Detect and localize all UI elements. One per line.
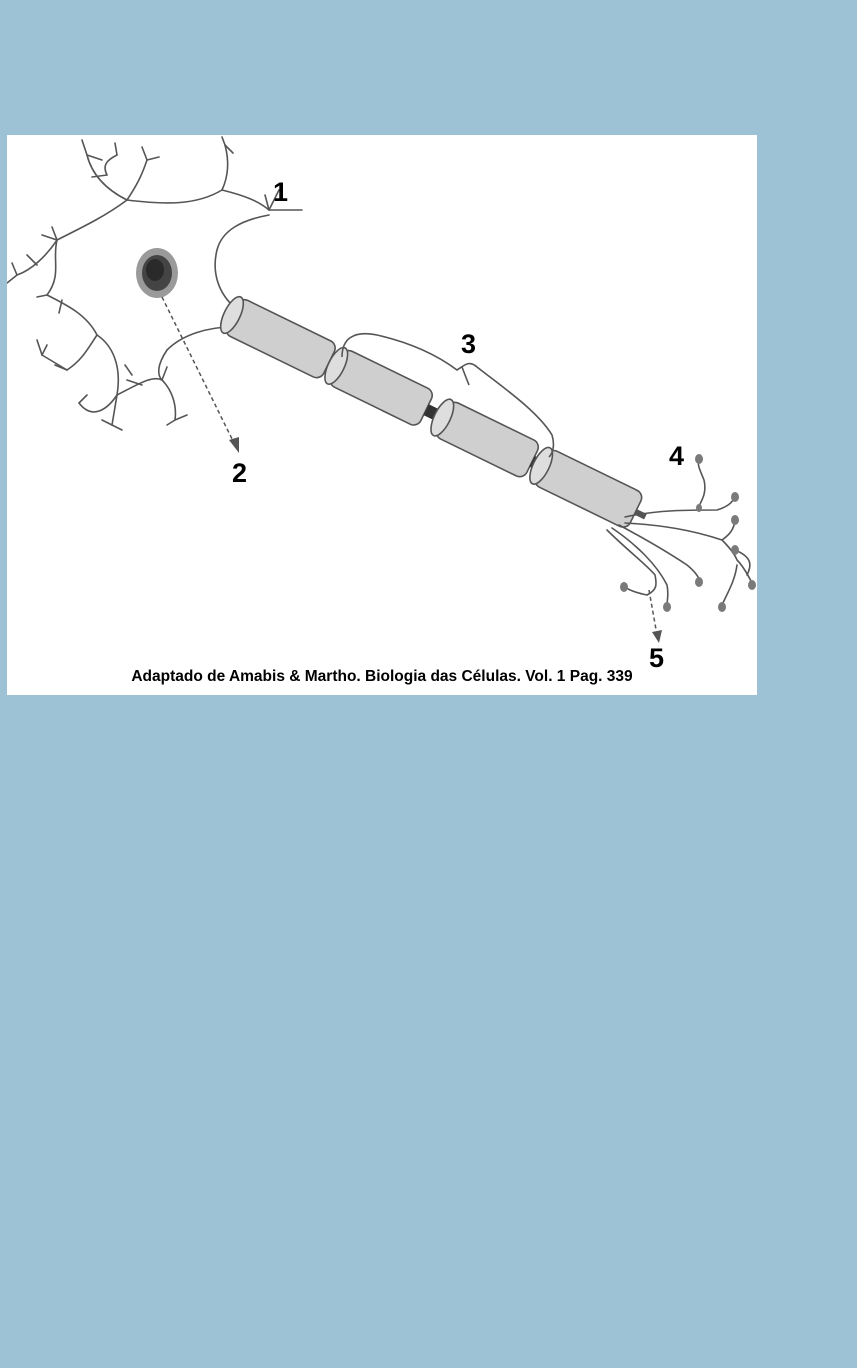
neuron-diagram [7,135,757,695]
label-5: 5 [649,643,665,673]
myelin-segment [320,344,435,427]
label-1: 1 [273,177,289,207]
myelin-segment [216,294,338,381]
axon [216,294,654,535]
neuron-figure [7,135,757,695]
axon-terminals [607,460,752,605]
label-2: 2 [232,458,248,488]
figure-caption: Adaptado de Amabis & Martho. Biologia das Células. Vol. 1 Pag. 339 [131,668,633,685]
nucleus [136,248,178,298]
label-3: 3 [461,329,477,359]
synaptic-knobs [620,454,756,612]
myelin-segment [426,396,541,479]
label-4: 4 [669,441,685,471]
arrow-label-5 [649,590,662,643]
